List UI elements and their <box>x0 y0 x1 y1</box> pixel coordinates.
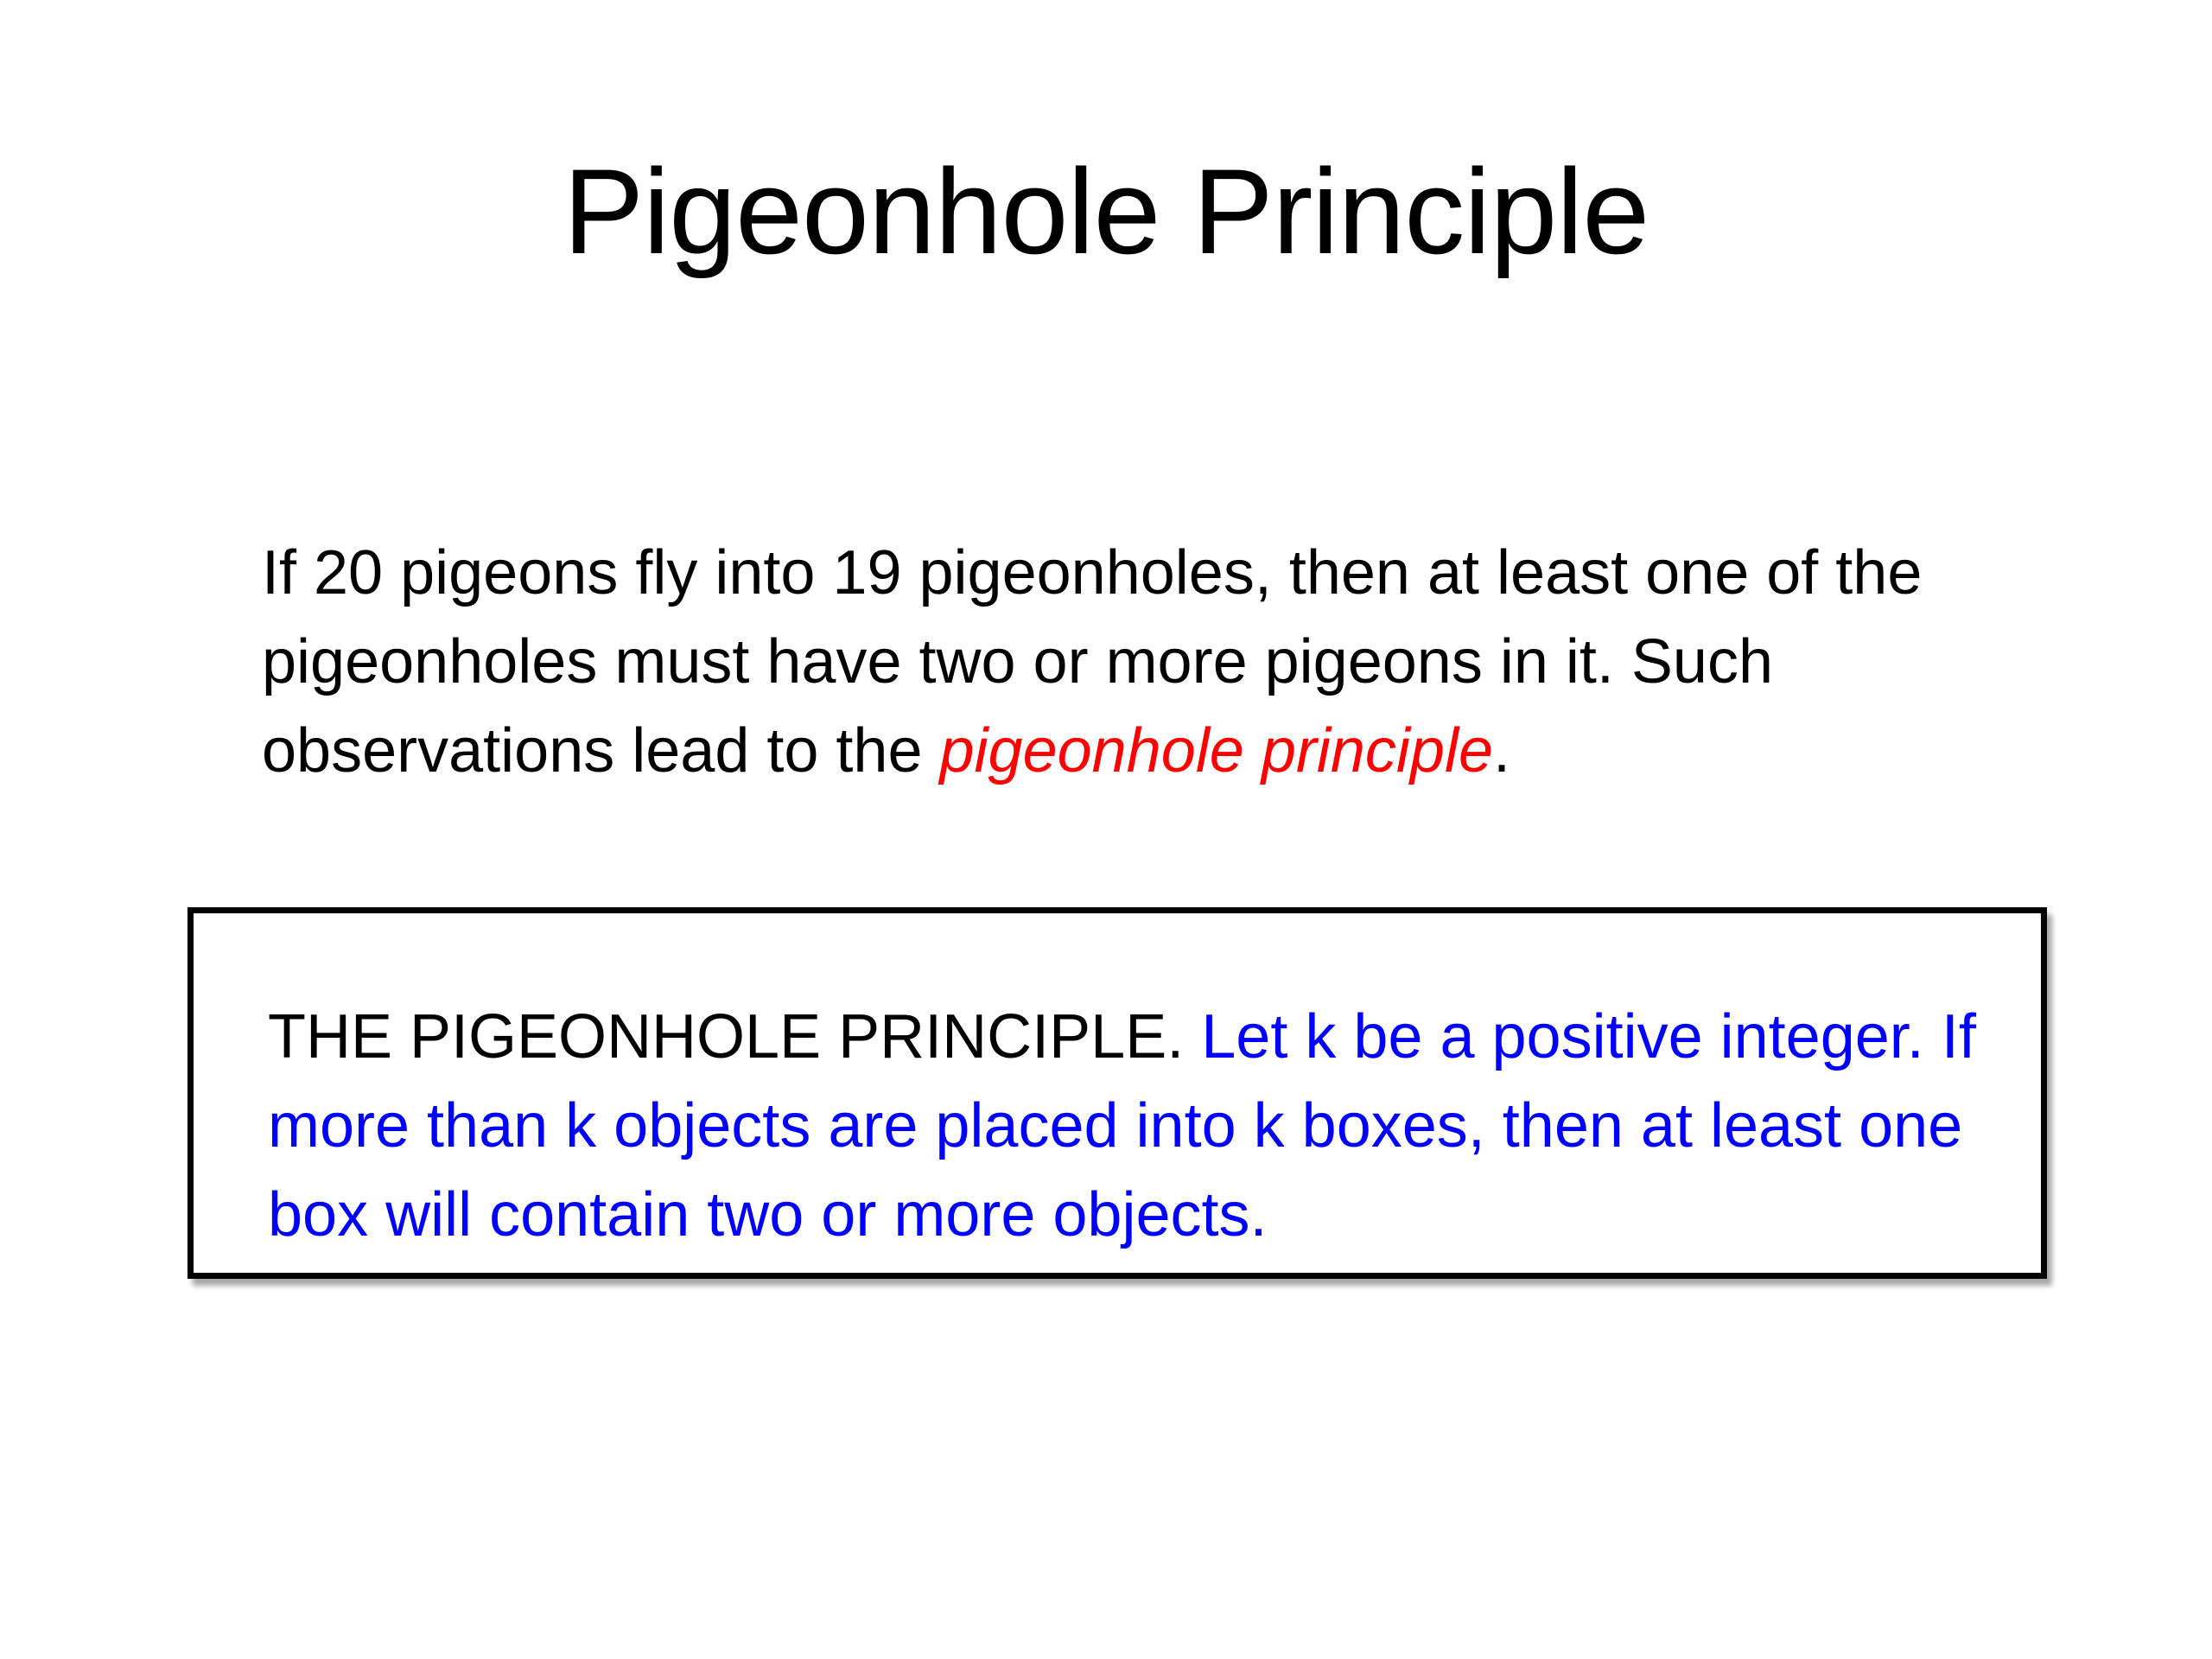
theorem-box <box>188 907 2047 1279</box>
theorem-text <box>268 993 2005 1260</box>
theorem-label: THE PIGEONHOLE PRINCIPLE. <box>268 1002 1185 1071</box>
slide-title: Pigeonhole Principle <box>563 143 1649 279</box>
intro-text: If 20 pigeons fly into 19 pigeonholes, then at least one of the pigeonholes must have two or more pigeons in it. Such observations lead to the <box>262 538 1923 785</box>
emphasized-term: pigeonhole principle <box>939 716 1493 785</box>
intro-paragraph <box>262 529 2076 796</box>
theorem-statement: Let k be a positive integer. If more than k objects are placed into k boxes, then at least one box will contain two or more objects. <box>268 1002 1976 1249</box>
intro-period: . <box>1493 716 1511 785</box>
